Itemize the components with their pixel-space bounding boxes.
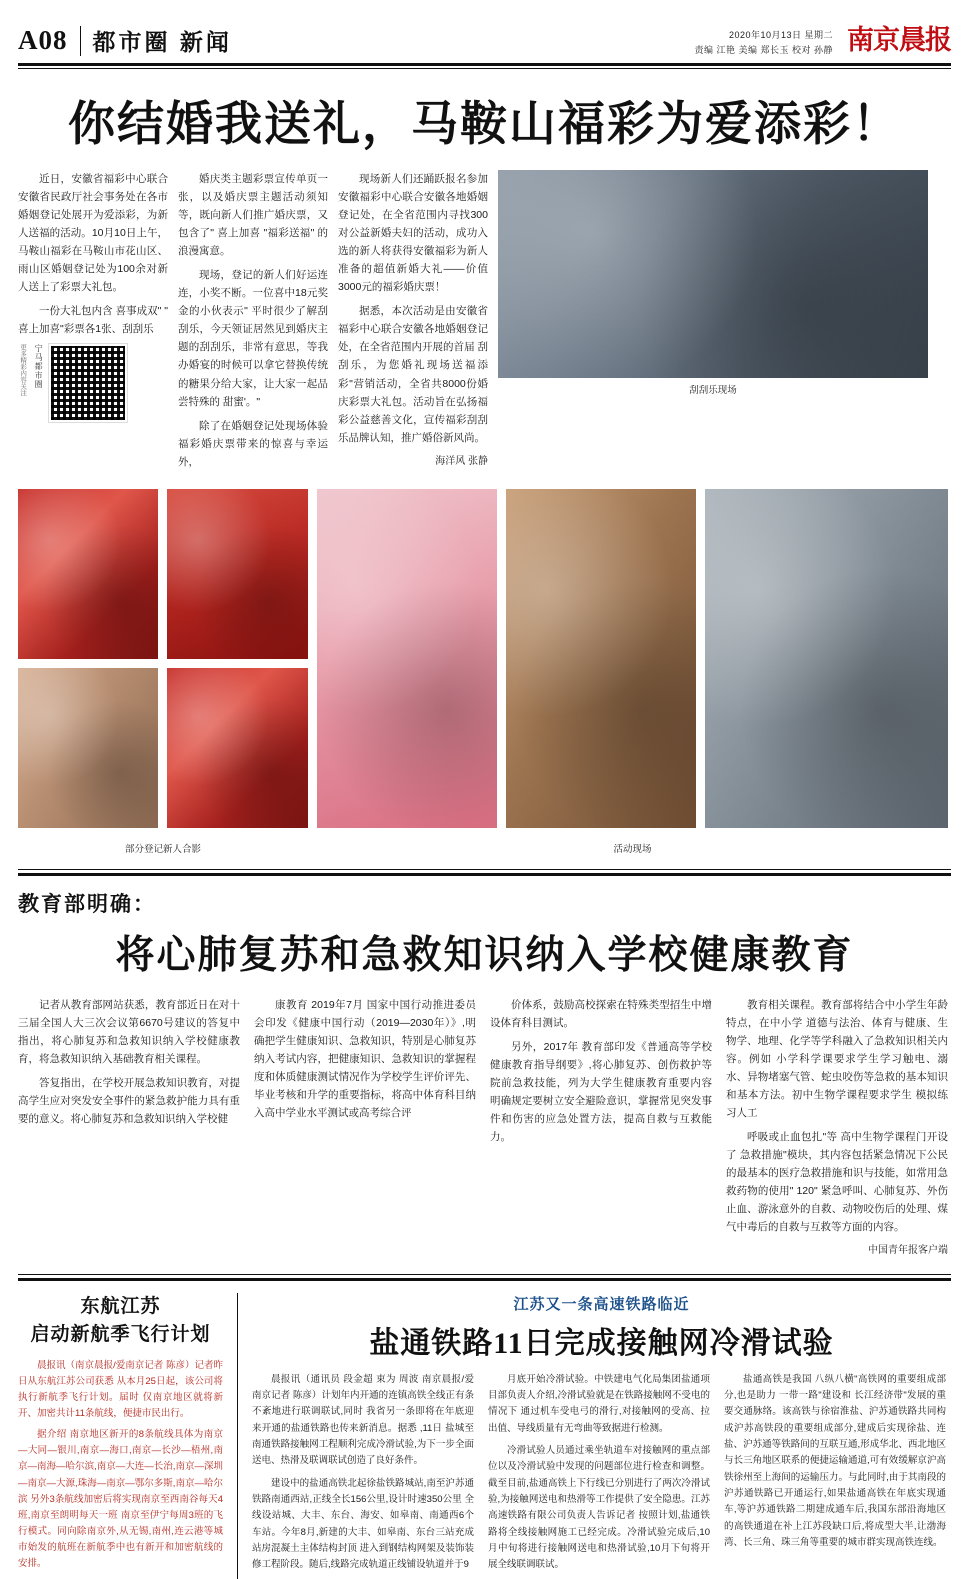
masthead xyxy=(18,0,951,63)
photo-couple-3 xyxy=(18,668,158,828)
masthead-rule-thin xyxy=(18,68,951,69)
article4-column-1 xyxy=(252,1372,474,1579)
paragraph: 现场新人们还踊跃报名参加安徽福彩中心联合安徽各地婚姻登记处，在全省范围内寻找300对公益新婚夫妇的活动，成功入选的新人将获得安徽福彩为新人准备的超值新婚大礼——价值3000元的福彩婚庆票！ xyxy=(338,173,488,294)
article2-column-1 xyxy=(18,996,240,1260)
paragraph: 康教育 2019年7月 国家中国行动推进委员会印发《健康中国行动（2019—2030年）》,明确把学生健康知识、急救知识，特别是心肺复苏纳入考试内容，把健康知识、急救知识的掌握程度和体质健康测试情况作为学校学生评价评先、毕业考核和升学的重要指标，将高中体育科目纳入高中学业水平测试或高考综合评 xyxy=(254,998,476,1120)
article4-columns xyxy=(252,1372,951,1579)
masthead-right xyxy=(694,18,951,57)
page-number: A08 xyxy=(18,25,68,55)
photo-top-right-wrap xyxy=(498,170,928,477)
section-title: 都市圈 新闻 xyxy=(92,29,232,55)
photo-caption: 部分登记新人合影 xyxy=(124,843,201,855)
paragraph: 教育相关课程。教育部将结合中小学生年龄特点，在中小学 道德与法治、体育与健康、生物学、地理、化学等学科融入了急救知识相关内容。例如 小学科学课要求学生学习触电、溺水、异物堵塞气管、蛇虫咬伤等急救的基本知识和基本方法。初中生物学课程要求学生 模拟练习人工 xyxy=(726,998,948,1120)
qr-block xyxy=(18,344,168,422)
article2-columns xyxy=(18,996,951,1260)
paragraph: 据介绍 南京地区新开的8条航线具体为南京—大同—银川,南京—海口,南京—长沙—梧州,南京—南海—哈尔滨,南京—大连—长治,南京—深圳—南京—大源,珠海—南京—鄂尔多斯,南京—哈尔滨 另外3条航线加密后将实现南京至西南谷每天4班,南京至朗明每天一班 南京至伊宁每周3班的飞行模式。同向除南京外,从无锡,南州,连云港等城市始发的航班在新航季中也有新开和加密航线的安排。 xyxy=(18,1429,223,1570)
bottom-rule-thick xyxy=(18,1278,951,1281)
article2-column-3 xyxy=(490,996,712,1260)
photo-grid xyxy=(18,489,951,855)
article4-kicker: 江苏又一条高速铁路临近 xyxy=(513,1295,690,1313)
article2-kicker: 教育部明确： xyxy=(18,892,156,916)
article4-title: 盐通铁路11日完成接触网冷滑试验 xyxy=(369,1326,834,1360)
paragraph: 现场，登记的新人们好运连连，小奖不断。一位喜中18元奖金的小伙表示" 平时很少了解刮刮乐，今天领证居然见到婚庆主题的刮刮乐，非常有意思，等我办婚宴的时候可以拿它替换传统的糖果分给大家，让大家一起品尝特殊的 甜蜜'。" xyxy=(178,269,328,408)
photo-grid-left xyxy=(18,489,308,855)
paragraph: 据悉，本次活动是由安徽省福彩中心联合安徽各地婚姻登记处，在全省范围内开展的首届 刮刮乐，为您婚礼现场送福添彩"营销活动，全省共8000份婚庆彩票大礼包。活动旨在弘扬福彩公益慈善文化，宣传福彩刮刮乐品牌认知，推广婚俗新风尚。 xyxy=(338,305,488,444)
article4 xyxy=(252,1293,951,1579)
article2-headline: 将心肺复苏和急救知识纳入学校健康教育 xyxy=(115,933,854,977)
editor-credits: 责编 江艳 美编 郑长玉 校对 孙静 xyxy=(694,44,833,55)
photo-grid-row-2 xyxy=(18,668,308,828)
article1-top-block xyxy=(18,170,951,477)
photo-grid-right-row xyxy=(317,489,948,828)
article4-column-3 xyxy=(724,1372,946,1579)
photo-venue-left xyxy=(506,489,696,828)
qr-caption-secondary: 更多精彩内容关注 xyxy=(19,344,27,397)
article2-signature: 中国青年报客户端 xyxy=(868,1245,948,1257)
bottom-section xyxy=(18,1293,951,1579)
column-divider xyxy=(237,1293,238,1579)
paragraph: 价体系，鼓励高校探索在特殊类型招生中增设体育科目测试。 xyxy=(490,998,712,1029)
section-rule-thick xyxy=(18,873,951,876)
article3-title-line1: 东航江苏 xyxy=(80,1295,161,1317)
photo-grid-row-1 xyxy=(18,489,308,659)
article4-column-2 xyxy=(488,1372,710,1579)
paragraph: 建设中的盐通高铁北起徐盐铁路城站,南至沪苏通铁路南通西站,正线全长156公里,设计时速350公里 全线设站城、大丰、东台、海安、如皋南、南通西6个车站。今年8月,新建的大丰、如皋南、东台三站充成站房混凝土主体结构封顶 进入到钢结构网架及装饰装修工程阶段。随后,线路完成轨道正线铺设轨道并于9 xyxy=(252,1477,474,1571)
section-rule-thin xyxy=(18,869,951,870)
article2-column-4 xyxy=(726,996,948,1260)
article1-headline: 你结婚我送礼，马鞍山福彩为爱添彩！ xyxy=(68,99,901,151)
photo-scratch-scene xyxy=(498,170,928,378)
photo-backdrop-banner xyxy=(317,489,497,828)
masthead-meta xyxy=(694,28,833,57)
article1-column-3 xyxy=(338,170,488,477)
paragraph: 晨报讯（南京晨报/爱南京记者 陈彦）记者昨日从东航江苏公司获悉 从本月25日起，该公司将执行新航季飞行计划。届时 仅南京地区就将新开、加密共计11条航线，便捷市民出行。 xyxy=(18,1359,223,1419)
paper-logo: 南京晨报 xyxy=(847,25,951,55)
paragraph: 月底开始冷滑试验。中铁建电气化局集团盐通项目部负责人介绍,冷滑试验就是在铁路接触网不受电的情况下 通过机车受电弓的滑行,对接触网的受高、拉出值、导线质量有无弯曲等致据进行检测。 xyxy=(488,1373,710,1434)
paragraph: 一份大礼包内含 喜事成双" " 喜上加喜"彩票各1张、刮刮乐 xyxy=(18,305,168,336)
article1-column-1 xyxy=(18,170,168,477)
masthead-rule-thick xyxy=(18,63,951,66)
photo-venue-right xyxy=(705,489,948,828)
article2-column-2 xyxy=(254,996,476,1260)
qr-caption-primary: 宁马都市圈 xyxy=(34,344,44,390)
paragraph: 近日，安徽省福彩中心联合安徽省民政厅社会事务处在各市婚姻登记处展开为爱添彩，为新人送福的活动。10月10日上午，马鞍山福彩在马鞍山市花山区、雨山区婚姻登记处为100余对新人送上了彩票大礼包。 xyxy=(18,173,168,294)
paragraph: 呼吸或止血包扎"等 高中生物学课程门开设了 急救措施"模块，其内容包括紧急情况下公民的最基本的医疗急救措施和识与技能，如常用急救药物的使用" 120" 紧急呼叫、心肺复苏、外伤止血、游泳意外的自救、动物咬伤后的处理、煤气中毒后的自救与互救等方面的内容。 xyxy=(726,1131,948,1234)
photo-couple-1 xyxy=(18,489,158,659)
paragraph: 记者从教育部网站获悉，教育部近日在对十三届全国人大三次会议第6670号建议的答复中指出，将心肺复苏和急救知识纳入学校健康教育，将急救知识纳入基础教育相关课程。 xyxy=(18,998,240,1065)
paragraph: 除了在婚姻登记处现场体验福彩婚庆票带来的惊喜与幸运外， xyxy=(178,419,328,468)
paragraph: 盐通高铁是我国 八纵八横"高铁网的重要组成部分,也是助力 一带一路"建设和 长江经济带"发展的重要交通脉络。该高铁与徐宿淮盐、沪苏通铁路共同构成沪苏高铁段的重要组成部分,建成后实现徐盐、连盐、沪苏通等铁路间的互联互通,形成华北、西北地区与长三角地区联系的便捷运输通道,可有效缓解京沪高铁徐州至上海间的运输压力。与此同时,由于其南段的沪苏通铁路已开通运行,如果盐通高铁在年底实现通车,等沪苏通铁路二期建成通车后,我国东部沿海地区的高铁通道在补上江苏段缺口后,将成型大半,让渤海湾、长三角、珠三角等重要的城市群实现高铁连线。 xyxy=(724,1373,946,1548)
article3-title-line2: 启动新航季飞行计划 xyxy=(30,1324,211,1346)
photo-couple-2 xyxy=(167,489,308,659)
photo-couple-4 xyxy=(167,668,308,828)
photo-grid-right xyxy=(317,489,948,855)
masthead-left xyxy=(18,24,232,57)
article3 xyxy=(18,1293,223,1579)
masthead-divider xyxy=(80,26,81,56)
article1-column-2 xyxy=(178,170,328,477)
paragraph: 另外，2017年 教育部印发《普通高等学校健康教育指导纲要》,将心肺复苏、创伤救护等院前急救技能，列为大学生健康教育重要内容 明确规定要树立安全避险意识，掌握常见突发事件和伤害的应急处置方法，提高自救与互救能力。 xyxy=(490,1040,712,1144)
photo-caption: 刮刮乐现场 xyxy=(689,385,737,396)
bottom-rule-thin xyxy=(18,1274,951,1275)
paragraph: 晨报讯（通讯员 段金超 束为 周波 南京晨报/爱南京记者 陈彦）计划年内开通的连镇高铁全线正有条不紊地进行联调联试,同时 我省另一条即将在年底迎来开通的盐通铁路也传来新消息。据悉 ,11日 盐城至南通铁路接触网工程顺利完成冷滑试验,为下一步全面送电、热滑及联调联试创造了良好条件。 xyxy=(252,1373,474,1467)
qr-code-image xyxy=(49,344,127,422)
publication-date: 2020年10月13日 星期二 xyxy=(728,30,833,41)
photo-caption: 活动现场 xyxy=(613,843,652,855)
article1-byline: 海洋风 张静 xyxy=(435,455,488,467)
paragraph: 答复指出，在学校开展急救知识教育，对提高学生应对突发安全事件的紧急救护能力具有重要的意义。将心肺复苏和急救知识纳入学校健 xyxy=(18,1076,240,1126)
paragraph: 婚庆类主题彩票宣传单页一张，以及婚庆票主题活动须知等，既向新人们推广婚庆票，又包含了" 喜上加喜 "福彩送福" 的浪漫寓意。 xyxy=(178,173,328,258)
article3-body xyxy=(18,1358,223,1573)
paragraph: 冷滑试验人员通过乘坐轨道车对接触网的重点部位以及冷滑试验中发现的问题部位进行检查和调整。截至目前,盐通高铁上下行线已分别进行了两次冷滑试验,为接触网送电和热滑等工作提供了安全隐患。江苏高速铁路有限公司负责人告诉记者 按照计划,盐通铁路将全线接触网施工已经完成。冷滑试验完成后,10月中旬将进行接触网送电和热滑试验,10月下旬将开展全线联调联试。 xyxy=(488,1444,710,1571)
